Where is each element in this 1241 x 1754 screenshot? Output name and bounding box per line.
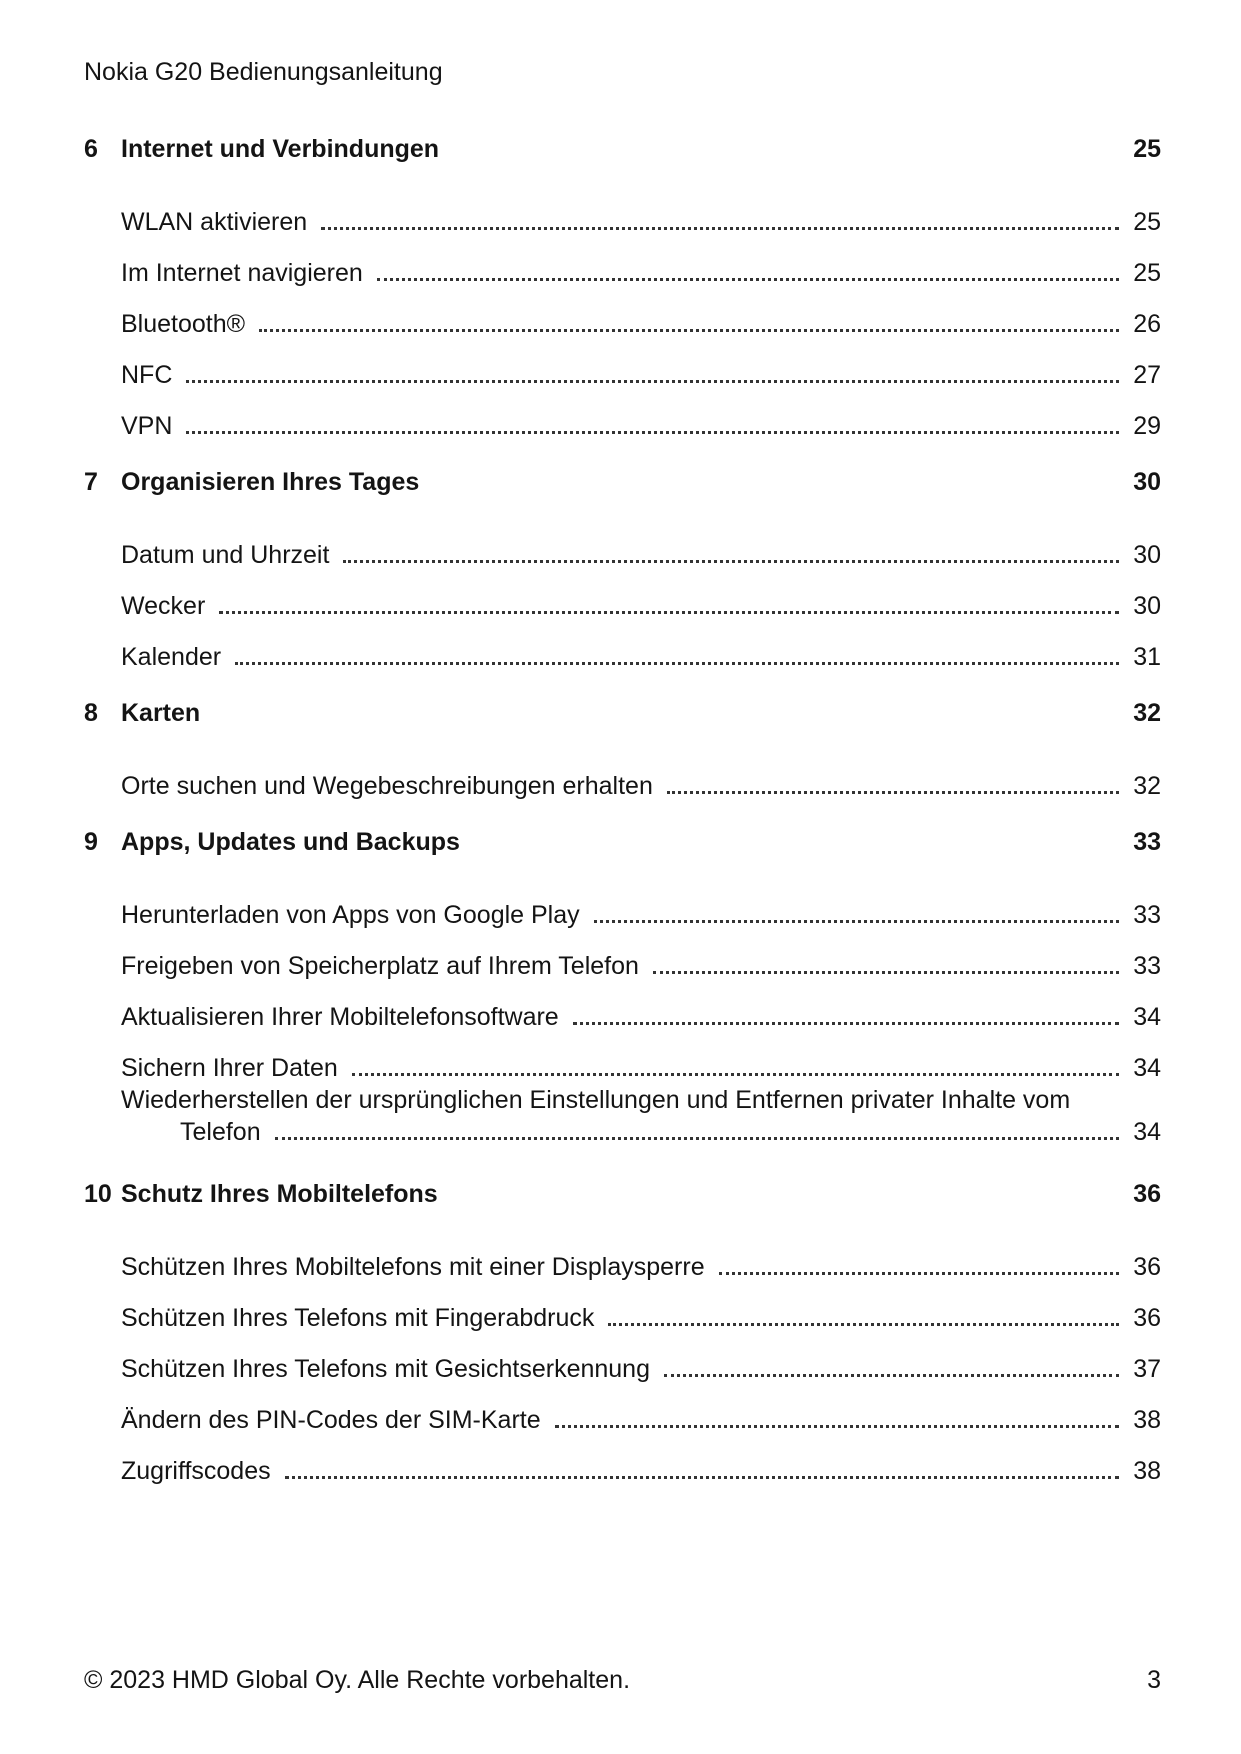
chapter-number: 7	[84, 468, 98, 496]
toc-entry[interactable]	[84, 340, 1161, 391]
chapter-number: 10	[84, 1180, 112, 1208]
dot-leader	[719, 1271, 1119, 1275]
toc-chapter	[84, 135, 1161, 442]
chapter-page: 25	[1133, 135, 1161, 163]
toc-entry[interactable]	[84, 571, 1161, 622]
chapter-title: Internet und Verbindungen	[121, 135, 440, 163]
toc-entry[interactable]	[84, 1033, 1161, 1084]
dot-leader	[667, 790, 1119, 794]
toc-entry[interactable]	[84, 1334, 1161, 1385]
toc-entry[interactable]	[84, 289, 1161, 340]
page-number: 3	[1147, 1666, 1161, 1694]
entry-page: 34	[1133, 1003, 1161, 1031]
entry-title: Im Internet navigieren	[121, 259, 363, 287]
toc-entry[interactable]	[84, 622, 1161, 673]
dot-leader	[573, 1021, 1119, 1025]
toc-entry[interactable]	[84, 520, 1161, 571]
entry-title: Schützen Ihres Mobiltelefons mit einer Displaysperre	[121, 1253, 705, 1281]
entry-page: 38	[1133, 1406, 1161, 1434]
chapter-number: 6	[84, 135, 98, 163]
entry-title: WLAN aktivieren	[121, 208, 308, 236]
chapter-title: Karten	[121, 699, 201, 727]
chapter-heading[interactable]	[84, 828, 1161, 880]
toc-entry[interactable]	[84, 880, 1161, 931]
dot-leader	[235, 661, 1119, 665]
chapter-title: Organisieren Ihres Tages	[121, 468, 420, 496]
dot-leader	[186, 379, 1119, 383]
entry-title: Schützen Ihres Telefons mit Fingerabdruck	[121, 1304, 595, 1332]
dot-leader	[664, 1373, 1119, 1377]
dot-leader	[259, 328, 1119, 332]
toc-chapter	[84, 699, 1161, 802]
entry-page: 36	[1133, 1304, 1161, 1332]
entry-title: Aktualisieren Ihrer Mobiltelefonsoftware	[121, 1003, 559, 1031]
entry-title: NFC	[121, 361, 173, 389]
entry-title-line2: Telefon	[180, 1118, 261, 1146]
page-footer	[84, 1664, 1161, 1696]
entry-page: 29	[1133, 412, 1161, 440]
entry-page: 27	[1133, 361, 1161, 389]
chapter-heading[interactable]	[84, 468, 1161, 520]
dot-leader	[219, 610, 1119, 614]
dot-leader	[352, 1072, 1119, 1076]
toc-chapter	[84, 468, 1161, 673]
entry-title: Freigeben von Speicherplatz auf Ihrem Telefon	[121, 952, 639, 980]
toc-entry[interactable]	[84, 751, 1161, 802]
toc-entry[interactable]	[84, 1283, 1161, 1334]
entry-title: Kalender	[121, 643, 222, 671]
entry-title-line1: Wiederherstellen der ursprünglichen Einstellungen und Entfernen privater Inhalte vom	[121, 1086, 1071, 1114]
entry-page: 38	[1133, 1457, 1161, 1485]
entry-title: Ändern des PIN-Codes der SIM-Karte	[121, 1406, 541, 1434]
entry-page: 33	[1133, 952, 1161, 980]
chapter-page: 32	[1133, 699, 1161, 727]
entry-page: 30	[1133, 541, 1161, 569]
chapter-number: 8	[84, 699, 98, 727]
dot-leader	[343, 559, 1119, 563]
table-of-contents	[84, 135, 1161, 1513]
entry-page: 25	[1133, 259, 1161, 287]
entry-title: Orte suchen und Wegebeschreibungen erhalten	[121, 772, 653, 800]
toc-entry[interactable]	[84, 391, 1161, 442]
toc-entry[interactable]	[84, 1232, 1161, 1283]
copyright-text: © 2023 HMD Global Oy. Alle Rechte vorbehalten.	[84, 1666, 631, 1694]
entry-page: 31	[1133, 643, 1161, 671]
toc-entry[interactable]	[84, 187, 1161, 238]
toc-entry[interactable]	[84, 982, 1161, 1033]
page-header: Nokia G20 Bedienungsanleitung	[84, 58, 443, 86]
dot-leader	[377, 277, 1119, 281]
entry-title: Herunterladen von Apps von Google Play	[121, 901, 580, 929]
entry-page: 32	[1133, 772, 1161, 800]
entry-page: 37	[1133, 1355, 1161, 1383]
chapter-page: 30	[1133, 468, 1161, 496]
dot-leader	[555, 1424, 1119, 1428]
chapter-heading[interactable]	[84, 1180, 1161, 1232]
entry-title-line2-row	[121, 1116, 1161, 1148]
chapter-heading[interactable]	[84, 699, 1161, 751]
dot-leader	[653, 970, 1119, 974]
entry-title: Schützen Ihres Telefons mit Gesichtserkennung	[121, 1355, 650, 1383]
toc-entry[interactable]	[84, 1084, 1161, 1154]
dot-leader	[321, 226, 1119, 230]
chapter-title: Schutz Ihres Mobiltelefons	[121, 1180, 438, 1208]
entry-title: Wecker	[121, 592, 206, 620]
entry-page: 36	[1133, 1253, 1161, 1281]
chapter-number: 9	[84, 828, 98, 856]
chapter-heading[interactable]	[84, 135, 1161, 187]
toc-entry[interactable]	[84, 931, 1161, 982]
entry-title: VPN	[121, 412, 173, 440]
toc-entry[interactable]	[84, 238, 1161, 289]
entry-title: Zugriffscodes	[121, 1457, 271, 1485]
toc-chapter	[84, 1180, 1161, 1487]
chapter-title: Apps, Updates und Backups	[121, 828, 460, 856]
toc-entry[interactable]	[84, 1385, 1161, 1436]
dot-leader	[275, 1136, 1119, 1140]
chapter-page: 33	[1133, 828, 1161, 856]
dot-leader	[285, 1475, 1119, 1479]
dot-leader	[594, 919, 1119, 923]
entry-page: 26	[1133, 310, 1161, 338]
toc-chapter	[84, 828, 1161, 1154]
entry-page: 25	[1133, 208, 1161, 236]
entry-title: Bluetooth®	[121, 310, 246, 338]
entry-page: 34	[1133, 1054, 1161, 1082]
dot-leader	[608, 1322, 1119, 1326]
entry-page: 34	[1133, 1118, 1161, 1146]
entry-title: Sichern Ihrer Daten	[121, 1054, 338, 1082]
entry-title: Datum und Uhrzeit	[121, 541, 330, 569]
chapter-page: 36	[1133, 1180, 1161, 1208]
dot-leader	[186, 430, 1119, 434]
toc-entry[interactable]	[84, 1436, 1161, 1487]
entry-page: 33	[1133, 901, 1161, 929]
entry-page: 30	[1133, 592, 1161, 620]
